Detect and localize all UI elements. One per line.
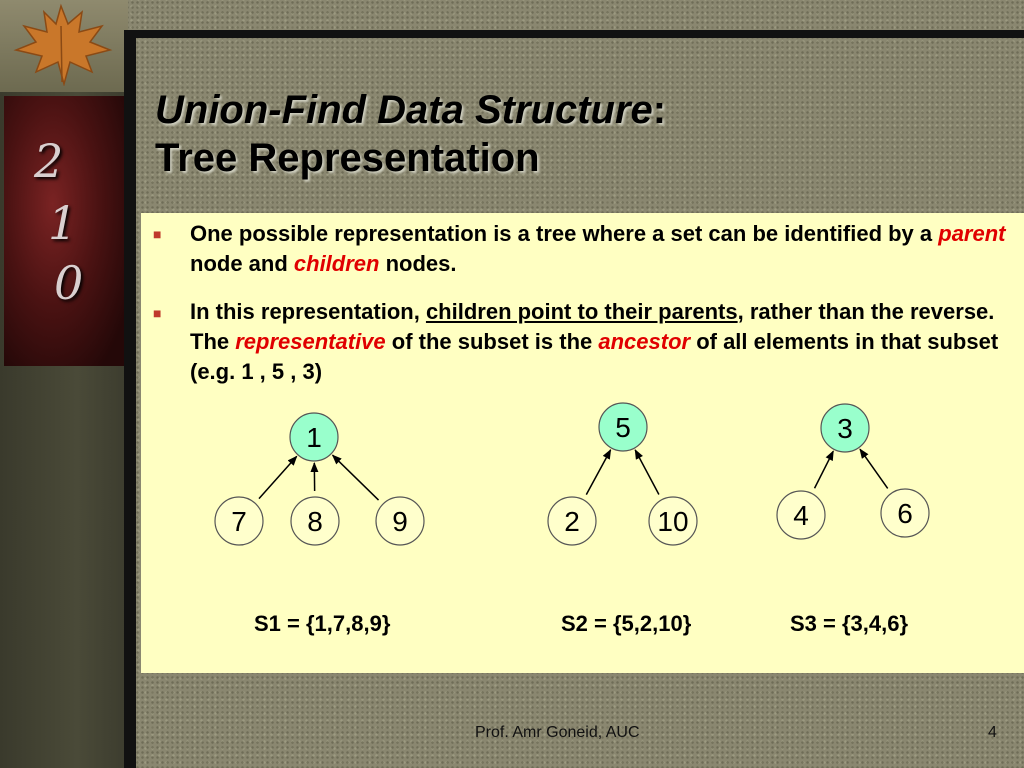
child-node-label: 10 [657,506,689,537]
root-node-label: 5 [615,412,631,443]
child-node-label: 7 [231,506,247,537]
content-box [141,213,1024,673]
set-label-s3: S3 = {3,4,6} [790,611,909,636]
text-segment: , rather than the reverse. The [190,299,995,354]
top-divider [124,30,1024,38]
text-segment: of all elements in that subset (e.g. 1 , 5 , 3) [190,329,999,384]
vertical-divider [124,30,136,768]
decor-digit: 1 [48,196,78,250]
child-node-label: 9 [392,506,408,537]
text-segment: nodes. [379,251,457,276]
text-segment: In this representation, [190,299,426,324]
title-main: Union-Find Data Structure [155,88,653,132]
parent-pointer-arrow [259,456,297,498]
emphasis-children: children [293,251,380,276]
footer-author: Prof. Amr Goneid, AUC [475,724,640,741]
underlined-phrase: children point to their parents [425,299,738,324]
root-node-label: 1 [306,422,322,453]
text-segment: One possible representation is a tree where a set can be identified by a [190,221,939,246]
decor-digit: 2 [34,134,64,188]
bullet-icon: ■ [153,226,162,242]
set-label-s2: S2 = {5,2,10} [561,611,692,636]
set-label-s1: S1 = {1,7,8,9} [254,611,391,636]
child-node-label: 8 [307,506,323,537]
child-node-label: 6 [897,498,913,529]
page-number: 4 [988,724,997,741]
root-node-label: 3 [837,413,853,444]
emphasis-parent: parent [938,221,1006,246]
emphasis-representative: representative [235,329,386,354]
title-line-1 [155,86,1015,134]
parent-pointer-arrow [586,450,610,495]
parent-pointer-arrow [860,449,888,488]
title-line-2: Tree Representation [155,136,540,180]
parent-pointer-arrow [635,450,659,495]
parent-pointer-arrow [333,455,379,500]
trees-diagram [141,213,1024,673]
decor-digit: 0 [54,256,84,310]
emphasis-ancestor: ancestor [598,329,691,354]
bullet-icon: ■ [153,305,162,321]
child-node-label: 4 [793,500,809,531]
slide-title [155,86,1015,182]
title-colon: : [652,88,667,132]
child-node-label: 2 [564,506,580,537]
text-segment: node and [190,251,294,276]
parent-pointer-arrow [815,451,834,488]
text-segment: of the subset is the [385,329,599,354]
maple-leaf-icon [6,2,116,86]
numbers-decor-panel [4,96,126,366]
